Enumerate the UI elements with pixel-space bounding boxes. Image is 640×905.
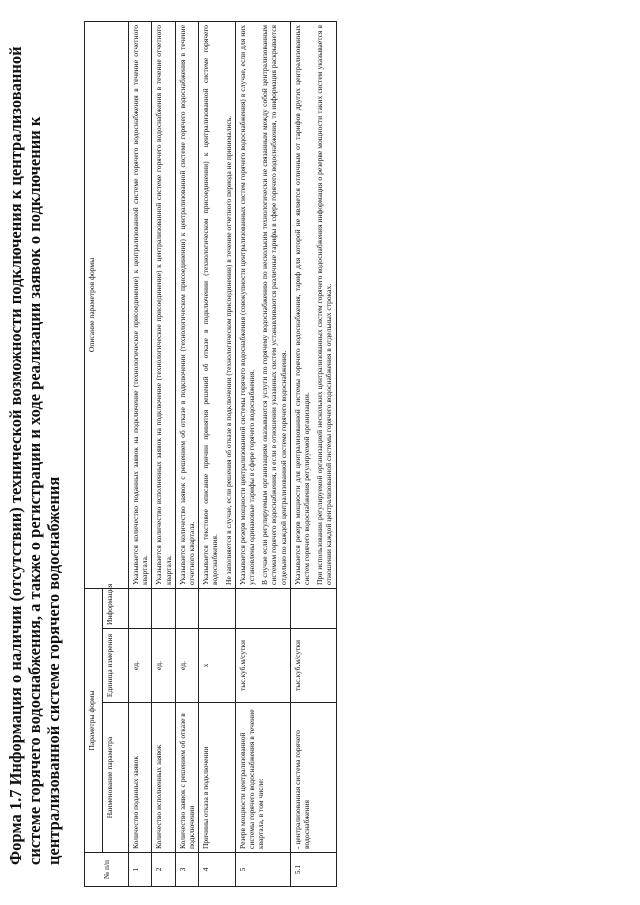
row-unit: ед.	[152, 629, 175, 703]
title-line-2: системе горячего водоснабжения, а также о регистрации и ходе реализации заявок о подключении к	[25, 116, 44, 865]
row-param-name: Причины отказа в подключении	[199, 703, 236, 853]
table-row	[235, 22, 290, 887]
table-body	[129, 22, 337, 887]
row-param-name: Количество поданных заявок	[129, 703, 152, 853]
row-param-name: Количество исполненных заявок	[152, 703, 175, 853]
row-description	[175, 22, 198, 589]
row-description	[235, 22, 290, 589]
description-paragraph: Указывается количество исполненных заявок на подключение (технологическое присоединение) к централизованной системе горячего водоснабжения в течение отчетного квартала.	[154, 25, 173, 585]
description-paragraph: Не заполняется в случае, если решения об отказе в подключении (технологическом присоединении) в течение отчетного периода не принимались.	[223, 115, 233, 585]
row-description	[290, 22, 336, 589]
row-info	[175, 588, 198, 628]
row-unit: x	[199, 629, 236, 703]
row-param-name: Количество заявок с решением об отказе в подключении	[175, 703, 198, 853]
row-num: 1	[129, 853, 152, 887]
title-line-3: централизованной системе горячего водоснабжения	[44, 476, 63, 865]
row-info	[235, 588, 290, 628]
row-num: 5.1	[290, 853, 336, 887]
table-row	[199, 22, 236, 887]
table-row	[290, 22, 336, 887]
header-info: Информация	[103, 588, 129, 628]
row-num: 3	[175, 853, 198, 887]
description-paragraph: Указывается резерв мощности для централизованной системы горячего водоснабжения, тариф для которой не является отличным от тарифов других централизованных систем горячего водоснабжения регулируемой организации.	[292, 25, 312, 585]
row-description	[152, 22, 175, 589]
row-param-name: Резерв мощности централизованной системы горячего водоснабжения в течение квартала, в том числе:	[235, 703, 290, 853]
description-paragraph: При использовании регулируемой организацией нескольких централизованных систем горячего водоснабжения информация о резерве мощности таких систем указывается в отношении каждой централизованной системы горячего водоснабжения в отдельных строках.	[315, 25, 334, 585]
row-unit: тыс.куб.м/сутки	[290, 629, 336, 703]
description-paragraph: В случае если регулируемым организациям оказываются услуги по горячему водоснабжению по нескольким технологически не связанным между собой централизованным системам горячего водоснабжения, и если в отношении указанных систем устанавливаются различные тарифы в сфере горячего водоснабжения, то информация раскрывается отдельно по каждой централизованной системе горячего водоснабжения.	[260, 25, 288, 585]
row-num: 5	[235, 853, 290, 887]
header-desc: Описание параметров формы	[85, 22, 129, 589]
row-num: 4	[199, 853, 236, 887]
header-num: № п/п	[85, 853, 129, 887]
title-line-1: Форма 1.7 Информация о наличии (отсутствии) технической возможности подключения к централизованной	[6, 46, 25, 865]
row-unit: ед.	[175, 629, 198, 703]
form-table	[84, 21, 337, 887]
row-info	[199, 588, 236, 628]
description-paragraph: Указывается количество поданных заявок на подключение (технологическое присоединение) к централизованной системе горячего водоснабжения в течение отчетного квартала.	[131, 25, 150, 585]
table-row	[152, 22, 175, 887]
row-num: 2	[152, 853, 175, 887]
header-name: Наименование параметра	[103, 703, 129, 853]
row-param-name: - централизованная система горячего водоснабжения	[290, 703, 336, 853]
description-paragraph: Указывается текстовое описание причин принятия решений об отказе в подключении (технологическом присоединении) к централизованной системе горячего водоснабжения.	[201, 25, 220, 585]
description-paragraph: Указывается количество заявок с решением об отказе в подключении (технологическом присоединении) к централизованной системе горячего водоснабжения в течение отчетного квартала.	[177, 25, 197, 585]
description-paragraph: Указывается резерв мощности централизованной системы горячего водоснабжения (совокупности централизованных систем горячего водоснабжения) в случае, если для них установлены одинаковые тарифы в сфере горячего водоснабжения.	[237, 25, 257, 585]
header-unit: Единица измерения	[103, 629, 129, 703]
row-info	[152, 588, 175, 628]
header-params-group: Параметры формы	[85, 588, 103, 852]
row-description	[129, 22, 152, 589]
form-title	[6, 15, 63, 865]
table-row	[175, 22, 198, 887]
row-info	[129, 588, 152, 628]
row-unit: ед.	[129, 629, 152, 703]
row-info	[290, 588, 336, 628]
row-description	[199, 22, 236, 589]
table-row	[129, 22, 152, 887]
row-unit: тыс.куб.м/сутки	[235, 629, 290, 703]
